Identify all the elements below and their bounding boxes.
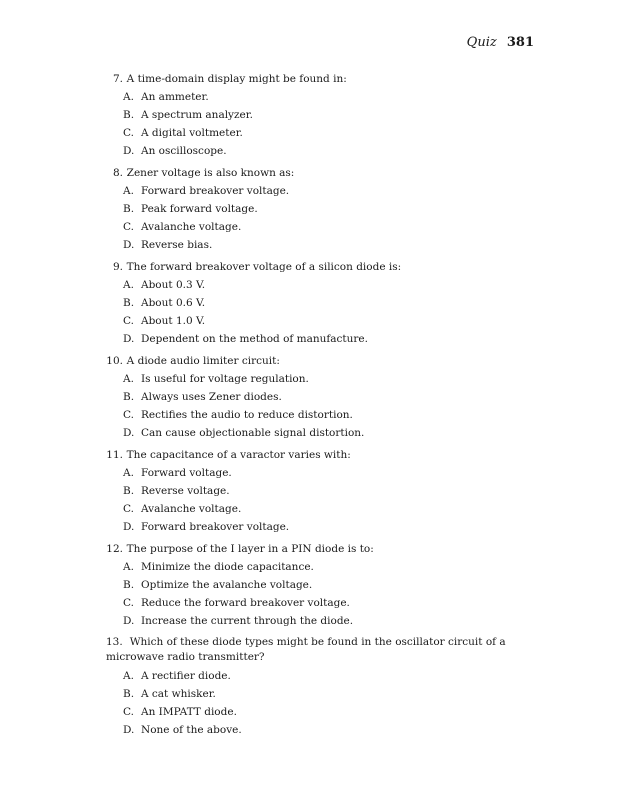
option-text: A cat whisker.	[141, 688, 216, 700]
question-stem	[103, 446, 533, 464]
option-letter: B.	[123, 688, 135, 700]
answer-option	[103, 685, 533, 703]
option-letter: A.	[123, 279, 134, 291]
question-text: Zener voltage is also known as:	[126, 167, 295, 179]
option-text: About 0.3 V.	[141, 279, 206, 291]
option-letter: C.	[123, 409, 134, 421]
running-head	[467, 35, 534, 51]
option-text: Avalanche voltage.	[141, 503, 242, 515]
question-12	[103, 540, 533, 630]
answer-option	[103, 312, 533, 330]
option-letter: A.	[123, 185, 134, 197]
question-number: 8.	[112, 167, 123, 179]
option-text: Forward breakover voltage.	[141, 521, 290, 533]
option-text: Reduce the forward breakover voltage.	[141, 597, 350, 609]
option-text: A spectrum analyzer.	[141, 109, 253, 121]
option-text: Forward voltage.	[141, 467, 232, 479]
answer-option	[103, 612, 533, 630]
option-letter: B.	[123, 391, 135, 403]
option-text: Dependent on the method of manufacture.	[141, 333, 368, 345]
question-text: A time-domain display might be found in:	[126, 73, 347, 85]
answer-option	[103, 106, 533, 124]
option-letter: D.	[123, 333, 135, 345]
option-letter: B.	[123, 485, 135, 497]
answer-option	[103, 388, 533, 406]
option-text: Can cause objectionable signal distortion.	[141, 427, 365, 439]
option-letter: C.	[123, 597, 134, 609]
question-8	[103, 164, 533, 254]
answer-options	[103, 558, 533, 630]
option-letter: B.	[123, 297, 135, 309]
option-text: Minimize the diode capacitance.	[141, 561, 314, 573]
option-text: Is useful for voltage regulation.	[141, 373, 309, 385]
question-stem	[103, 258, 533, 276]
option-letter: D.	[123, 521, 135, 533]
question-number: 9.	[112, 261, 123, 273]
option-text: Always uses Zener diodes.	[141, 391, 282, 403]
option-text: Avalanche voltage.	[141, 221, 242, 233]
answer-option	[103, 200, 533, 218]
answer-option	[103, 218, 533, 236]
answer-option	[103, 518, 533, 536]
question-stem	[103, 70, 533, 88]
answer-option	[103, 500, 533, 518]
option-letter: B.	[123, 203, 135, 215]
question-text: Which of these diode types might be found in the oscillator circuit of a microwave radio transmitter?	[106, 636, 506, 663]
answer-options	[103, 667, 533, 739]
answer-option	[103, 276, 533, 294]
question-number: 11.	[106, 449, 123, 461]
question-number: 7.	[112, 73, 123, 85]
option-letter: A.	[123, 561, 134, 573]
answer-option	[103, 721, 533, 739]
question-text: The capacitance of a varactor varies with:	[126, 449, 351, 461]
option-letter: B.	[123, 109, 135, 121]
option-letter: A.	[123, 467, 134, 479]
answer-option	[103, 667, 533, 685]
option-text: None of the above.	[141, 724, 242, 736]
question-text: The purpose of the I layer in a PIN diode is to:	[126, 543, 374, 555]
answer-option	[103, 124, 533, 142]
answer-option	[103, 594, 533, 612]
option-text: About 1.0 V.	[141, 315, 206, 327]
option-letter: A.	[123, 670, 134, 682]
option-text: Reverse voltage.	[141, 485, 230, 497]
answer-option	[103, 330, 533, 348]
option-letter: D.	[123, 145, 135, 157]
option-text: About 0.6 V.	[141, 297, 206, 309]
option-letter: C.	[123, 503, 134, 515]
answer-option	[103, 576, 533, 594]
quiz-questions	[103, 70, 533, 743]
option-letter: D.	[123, 427, 135, 439]
question-number: 10.	[106, 355, 123, 367]
answer-option	[103, 370, 533, 388]
answer-option	[103, 182, 533, 200]
question-stem	[103, 164, 533, 182]
question-stem	[103, 352, 533, 370]
option-letter: A.	[123, 91, 134, 103]
answer-options	[103, 276, 533, 348]
option-text: Reverse bias.	[141, 239, 213, 251]
option-text: A digital voltmeter.	[141, 127, 243, 139]
answer-options	[103, 88, 533, 160]
answer-option	[103, 294, 533, 312]
answer-option	[103, 703, 533, 721]
answer-option	[103, 406, 533, 424]
question-stem	[103, 634, 533, 667]
option-text: Increase the current through the diode.	[141, 615, 354, 627]
question-10	[103, 352, 533, 442]
option-text: Forward breakover voltage.	[141, 185, 290, 197]
option-letter: D.	[123, 615, 135, 627]
option-letter: A.	[123, 373, 134, 385]
question-stem	[103, 540, 533, 558]
answer-options	[103, 464, 533, 536]
option-letter: C.	[123, 127, 134, 139]
answer-option	[103, 482, 533, 500]
option-text: Optimize the avalanche voltage.	[141, 579, 313, 591]
option-letter: C.	[123, 221, 134, 233]
answer-option	[103, 88, 533, 106]
question-number: 12.	[106, 543, 123, 555]
answer-options	[103, 182, 533, 254]
question-13	[103, 634, 533, 739]
question-text: The forward breakover voltage of a silicon diode is:	[126, 261, 402, 273]
option-letter: D.	[123, 239, 135, 251]
answer-option	[103, 464, 533, 482]
option-text: An oscilloscope.	[141, 145, 227, 157]
question-number: 13.	[106, 636, 123, 648]
option-letter: B.	[123, 579, 135, 591]
option-text: An ammeter.	[141, 91, 209, 103]
option-text: An IMPATT diode.	[141, 706, 237, 718]
option-letter: C.	[123, 315, 134, 327]
question-7	[103, 70, 533, 160]
question-9	[103, 258, 533, 348]
answer-options	[103, 370, 533, 442]
option-letter: D.	[123, 724, 135, 736]
option-letter: C.	[123, 706, 134, 718]
question-text: A diode audio limiter circuit:	[126, 355, 280, 367]
answer-option	[103, 558, 533, 576]
option-text: A rectifier diode.	[141, 670, 231, 682]
page-number: 381	[506, 35, 534, 50]
option-text: Rectifies the audio to reduce distortion.	[141, 409, 353, 421]
answer-option	[103, 236, 533, 254]
question-11	[103, 446, 533, 536]
option-text: Peak forward voltage.	[141, 203, 258, 215]
answer-option	[103, 142, 533, 160]
section-title: Quiz	[466, 35, 497, 50]
answer-option	[103, 424, 533, 442]
